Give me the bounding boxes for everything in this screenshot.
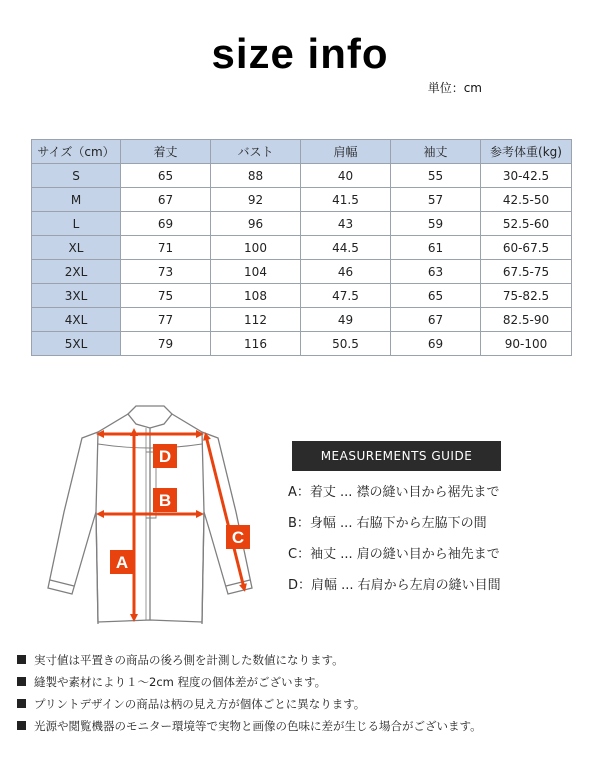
guide-item-d: D：肩幅 ... 右肩から左肩の縫い目間 bbox=[288, 578, 501, 593]
size-label-cell: 3XL bbox=[32, 284, 121, 308]
table-cell: 61 bbox=[391, 236, 481, 260]
table-cell: 43 bbox=[301, 212, 391, 236]
table-cell: 67.5-75 bbox=[481, 260, 572, 284]
bullet-square-icon bbox=[17, 699, 26, 708]
table-row bbox=[32, 284, 572, 308]
table-row bbox=[32, 188, 572, 212]
table-cell: 69 bbox=[121, 212, 211, 236]
table-cell: 75 bbox=[121, 284, 211, 308]
table-row bbox=[32, 236, 572, 260]
table-cell: 52.5-60 bbox=[481, 212, 572, 236]
table-cell: 55 bbox=[391, 164, 481, 188]
table-cell: 90-100 bbox=[481, 332, 572, 356]
table-row bbox=[32, 332, 572, 356]
note-text: 光源や閲覧機器のモニター環境等で実物と画像の色味に差が生じる場合がございます。 bbox=[34, 719, 482, 733]
notes-list bbox=[17, 651, 482, 739]
guide-item-a: A：着丈 ... 襟の縫い目から裾先まで bbox=[288, 485, 500, 500]
size-label-cell: L bbox=[32, 212, 121, 236]
table-cell: 116 bbox=[211, 332, 301, 356]
table-cell: 108 bbox=[211, 284, 301, 308]
page-title: size info bbox=[211, 30, 389, 77]
table-cell: 59 bbox=[391, 212, 481, 236]
bullet-square-icon bbox=[17, 677, 26, 686]
table-cell: 104 bbox=[211, 260, 301, 284]
column-header: 着丈 bbox=[121, 140, 211, 164]
note-text: 縫製や素材により１～2cm 程度の個体差がございます。 bbox=[34, 675, 327, 689]
table-row bbox=[32, 212, 572, 236]
table-cell: 50.5 bbox=[301, 332, 391, 356]
table-cell: 82.5-90 bbox=[481, 308, 572, 332]
unit-label: 単位：cm bbox=[427, 81, 482, 95]
table-cell: 42.5-50 bbox=[481, 188, 572, 212]
size-table bbox=[31, 139, 572, 356]
table-row bbox=[32, 308, 572, 332]
label-c: C bbox=[231, 528, 245, 547]
size-label-cell: S bbox=[32, 164, 121, 188]
note-text: プリントデザインの商品は柄の見え方が個体ごとに異なります。 bbox=[34, 697, 366, 711]
table-row bbox=[32, 260, 572, 284]
size-label-cell: M bbox=[32, 188, 121, 212]
table-cell: 30-42.5 bbox=[481, 164, 572, 188]
table-cell: 88 bbox=[211, 164, 301, 188]
label-badges bbox=[110, 444, 250, 574]
table-cell: 46 bbox=[301, 260, 391, 284]
table-cell: 44.5 bbox=[301, 236, 391, 260]
column-header: 袖丈 bbox=[391, 140, 481, 164]
table-cell: 47.5 bbox=[301, 284, 391, 308]
table-cell: 65 bbox=[121, 164, 211, 188]
table-cell: 67 bbox=[121, 188, 211, 212]
bullet-square-icon bbox=[17, 655, 26, 664]
label-a: A bbox=[115, 553, 129, 572]
note-item bbox=[17, 717, 482, 739]
shirt-diagram bbox=[20, 392, 280, 637]
label-d: D bbox=[158, 447, 172, 466]
size-label-cell: XL bbox=[32, 236, 121, 260]
column-header: バスト bbox=[211, 140, 301, 164]
column-header: 参考体重(kg) bbox=[481, 140, 572, 164]
size-label-cell: 2XL bbox=[32, 260, 121, 284]
table-cell: 96 bbox=[211, 212, 301, 236]
table-cell: 79 bbox=[121, 332, 211, 356]
table-cell: 49 bbox=[301, 308, 391, 332]
table-cell: 77 bbox=[121, 308, 211, 332]
table-cell: 63 bbox=[391, 260, 481, 284]
bullet-square-icon bbox=[17, 721, 26, 730]
arrow-c-sleeve bbox=[206, 436, 244, 588]
table-cell: 41.5 bbox=[301, 188, 391, 212]
table-cell: 67 bbox=[391, 308, 481, 332]
table-cell: 57 bbox=[391, 188, 481, 212]
note-item bbox=[17, 651, 482, 673]
measurements-guide-title: MEASUREMENTS GUIDE bbox=[292, 441, 501, 471]
label-b: B bbox=[158, 491, 172, 510]
note-item bbox=[17, 673, 482, 695]
table-cell: 100 bbox=[211, 236, 301, 260]
table-cell: 40 bbox=[301, 164, 391, 188]
table-cell: 75-82.5 bbox=[481, 284, 572, 308]
guide-item-b: B：身幅 ... 右脇下から左脇下の間 bbox=[288, 516, 487, 531]
table-row bbox=[32, 164, 572, 188]
table-cell: 69 bbox=[391, 332, 481, 356]
table-cell: 73 bbox=[121, 260, 211, 284]
column-header: 肩幅 bbox=[301, 140, 391, 164]
measurements-guide-list bbox=[288, 482, 501, 606]
table-cell: 71 bbox=[121, 236, 211, 260]
table-header-row bbox=[32, 140, 572, 164]
table-cell: 92 bbox=[211, 188, 301, 212]
table-cell: 65 bbox=[391, 284, 481, 308]
guide-item-c: C：袖丈 ... 肩の縫い目から袖先まで bbox=[288, 547, 500, 562]
table-cell: 112 bbox=[211, 308, 301, 332]
column-header: サイズ（cm） bbox=[32, 140, 121, 164]
note-text: 実寸値は平置きの商品の後ろ側を計測した数値になります。 bbox=[34, 653, 344, 667]
size-label-cell: 4XL bbox=[32, 308, 121, 332]
note-item bbox=[17, 695, 482, 717]
table-cell: 60-67.5 bbox=[481, 236, 572, 260]
size-label-cell: 5XL bbox=[32, 332, 121, 356]
